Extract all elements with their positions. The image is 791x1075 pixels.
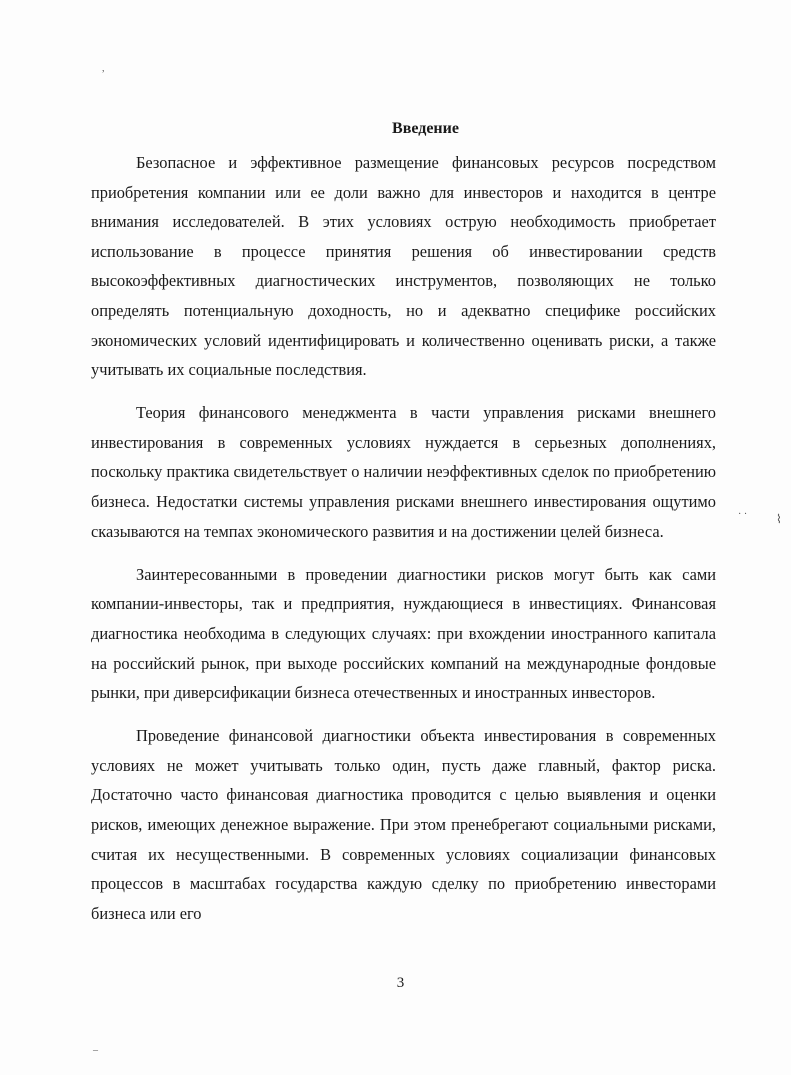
page-number: 3 (396, 975, 405, 991)
section-heading: Введение (392, 120, 459, 137)
scan-artifact: , (102, 63, 105, 74)
paragraph-2: Теория финансового менеджмента в части управления рисками внешнего инвестирования в современных условиях нуждается в серьезных дополнениях, поскольку практика свидетельствует о наличии неэффективных сделок по приобретению бизнеса. Недостатки системы управления рисками внешнего инвестирования ощутимо сказываются на темпах экономического развития и на достижении целей бизнеса. (91, 403, 716, 541)
paragraph-3: Заинтересованными в проведении диагностики рисков могут быть как сами компании-инвесторы, так и предприятия, нуждающиеся в инвестициях. Финансовая диагностика необходима в следующих случаях: при вхождении иностранного капитала на российский рынок, при выходе российских компаний на международные фондовые рынки, при диверсификации бизнеса отечественных и иностранных инвесторов. (91, 564, 716, 703)
scan-artifact: ⌇ (776, 512, 782, 526)
body-text (91, 148, 716, 942)
scan-artifact: · · (738, 509, 748, 520)
paragraph-1: Безопасное и эффективное размещение финансовых ресурсов посредством приобретения компании или ее доли важно для инвесторов и находится в центре внимания исследователей. В этих условиях острую необходимость приобретает использование в процессе принятия решения об инвестировании средств высокоэффективных диагностических инструментов, позволяющих не только определять потенциальную доходность, но и адекватно специфике российских экономических условий идентифицировать и количественно оценивать риски, а также учитывать их социальные последствия. (91, 153, 716, 380)
paragraph-4: Проведение финансовой диагностики объекта инвестирования в современных условиях не может учитывать только один, пусть даже главный, фактор риска. Достаточно часто финансовая диагностика проводится с целью выявления и оценки рисков, имеющих денежное выражение. При этом пренебрегают социальными рисками, считая их несущественными. В современных условиях социализации финансовых процессов в масштабах государства каждую сделку по приобретению инвесторами бизнеса или его (91, 726, 716, 923)
scan-artifact: – (93, 1045, 98, 1056)
